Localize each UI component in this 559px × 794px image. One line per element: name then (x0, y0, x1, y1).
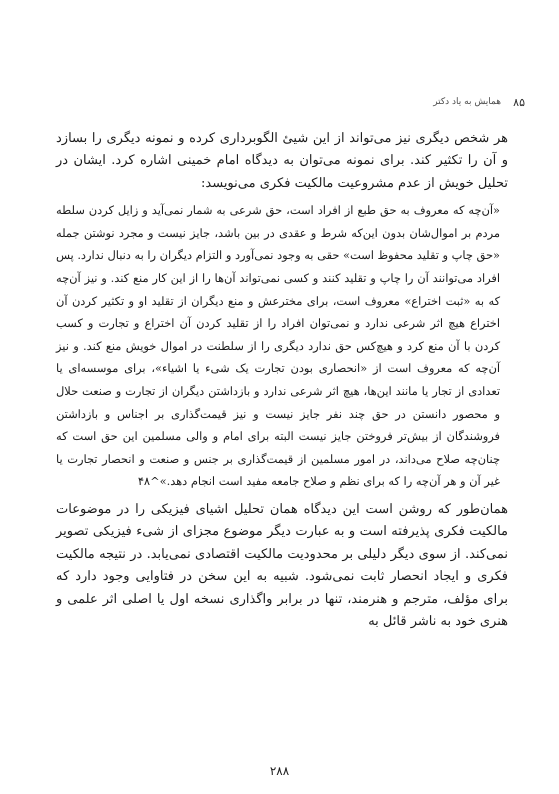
header-title: همایش به یاد دکتر (433, 97, 501, 107)
page-body (56, 128, 508, 637)
paragraph-analysis: همان‌طور که روشن است این دیدگاه همان تحلیل اشیای فیزیکی را در موضوعات مالکیت فکری پذیرفته است و به عبارت دیگر موضوع مجزای از شیء فیزیکی تصویر نمی‌کند. از سوی دیگر دلیلی بر محدودیت مالکیت اقتصادی نمی‌یابد. در نتیجه مالکیت فکری و ایجاد انحصار ثابت نمی‌شود. شبیه به این سخن در فتاوایی وجود دارد که برای مؤلف، مترجم و هنرمند، تنها در برابر واگذاری نسخه اول یا اصلی اثر علمی و هنری خود به ناشر قائل به (56, 501, 508, 629)
running-header (0, 96, 559, 116)
paragraph-intro: هر شخص دیگری نیز می‌تواند از این شیئ الگوبرداری کرده و نمونه دیگری را بسازد و آن را تکثیر کند. برای نمونه می‌توان به دیدگاه امام خمینی اشاره کرد. ایشان در تحلیل خویش از عدم مشروعیت مالکیت فکری می‌نویسد: (56, 131, 508, 191)
header-page-number: ۸۵ (513, 96, 525, 109)
page-folio-number: ۲۸۸ (269, 764, 290, 778)
quoted-fatwa: «آن‌چه که معروف به حق طبع از افراد است، حق شرعی به شمار نمی‌آید و زایل کردن سلطه مردم بر اموال‌شان بدون این‌که شرط و عقدی در بین باشد، جایز نیست و مجرد نوشتن جمله «حق چاپ و تقلید محفوظ است» حقی به وجود نمی‌آورد و التزام دیگران را به دنبال ندارد. پس افراد می‌توانند آن را چاپ و تقلید کنند و کسی نمی‌تواند آن‌ها را از این کار منع کند. و نیز آن‌چه که به «ثبت اختراع» معروف است، برای مخترعش و منع دیگران از تقلید او و تکثیر کردن آن اختراع هیچ اثر شرعی ندارد و نمی‌توان افراد را از تقلید کردن آن اختراع و تجارت و کسب کردن با آن منع کرد و هیچ‌کس حق ندارد دیگری را از سلطنت در اموال خویش منع کند. و نیز آن‌چه که معروف است از «انحصاری بودن تجارت یک شیء یا اشیاء»، برای موسسه‌ای یا تعدادی از تجار یا مانند این‌ها، هیچ اثر شرعی ندارد و بازداشتن دیگران از تجارت و صنعت حلال و محصور دانستن در حق چند نفر جایز نیست و نیز قیمت‌گذاری بر اجناس و بازداشتن فروشندگان از بیش‌تر فروختن جایز نیست البته برای امام و والی مسلمین این حق است که چنان‌چه صلاح می‌داند، در امور مسلمین از قیمت‌گذاری بر جنس و صنعت و انحصار تجارت یا غیر آن و هر آن‌چه را که برای نظم و صلاح جامعه مفید است انجام دهد.»^۴۸ (56, 203, 500, 489)
